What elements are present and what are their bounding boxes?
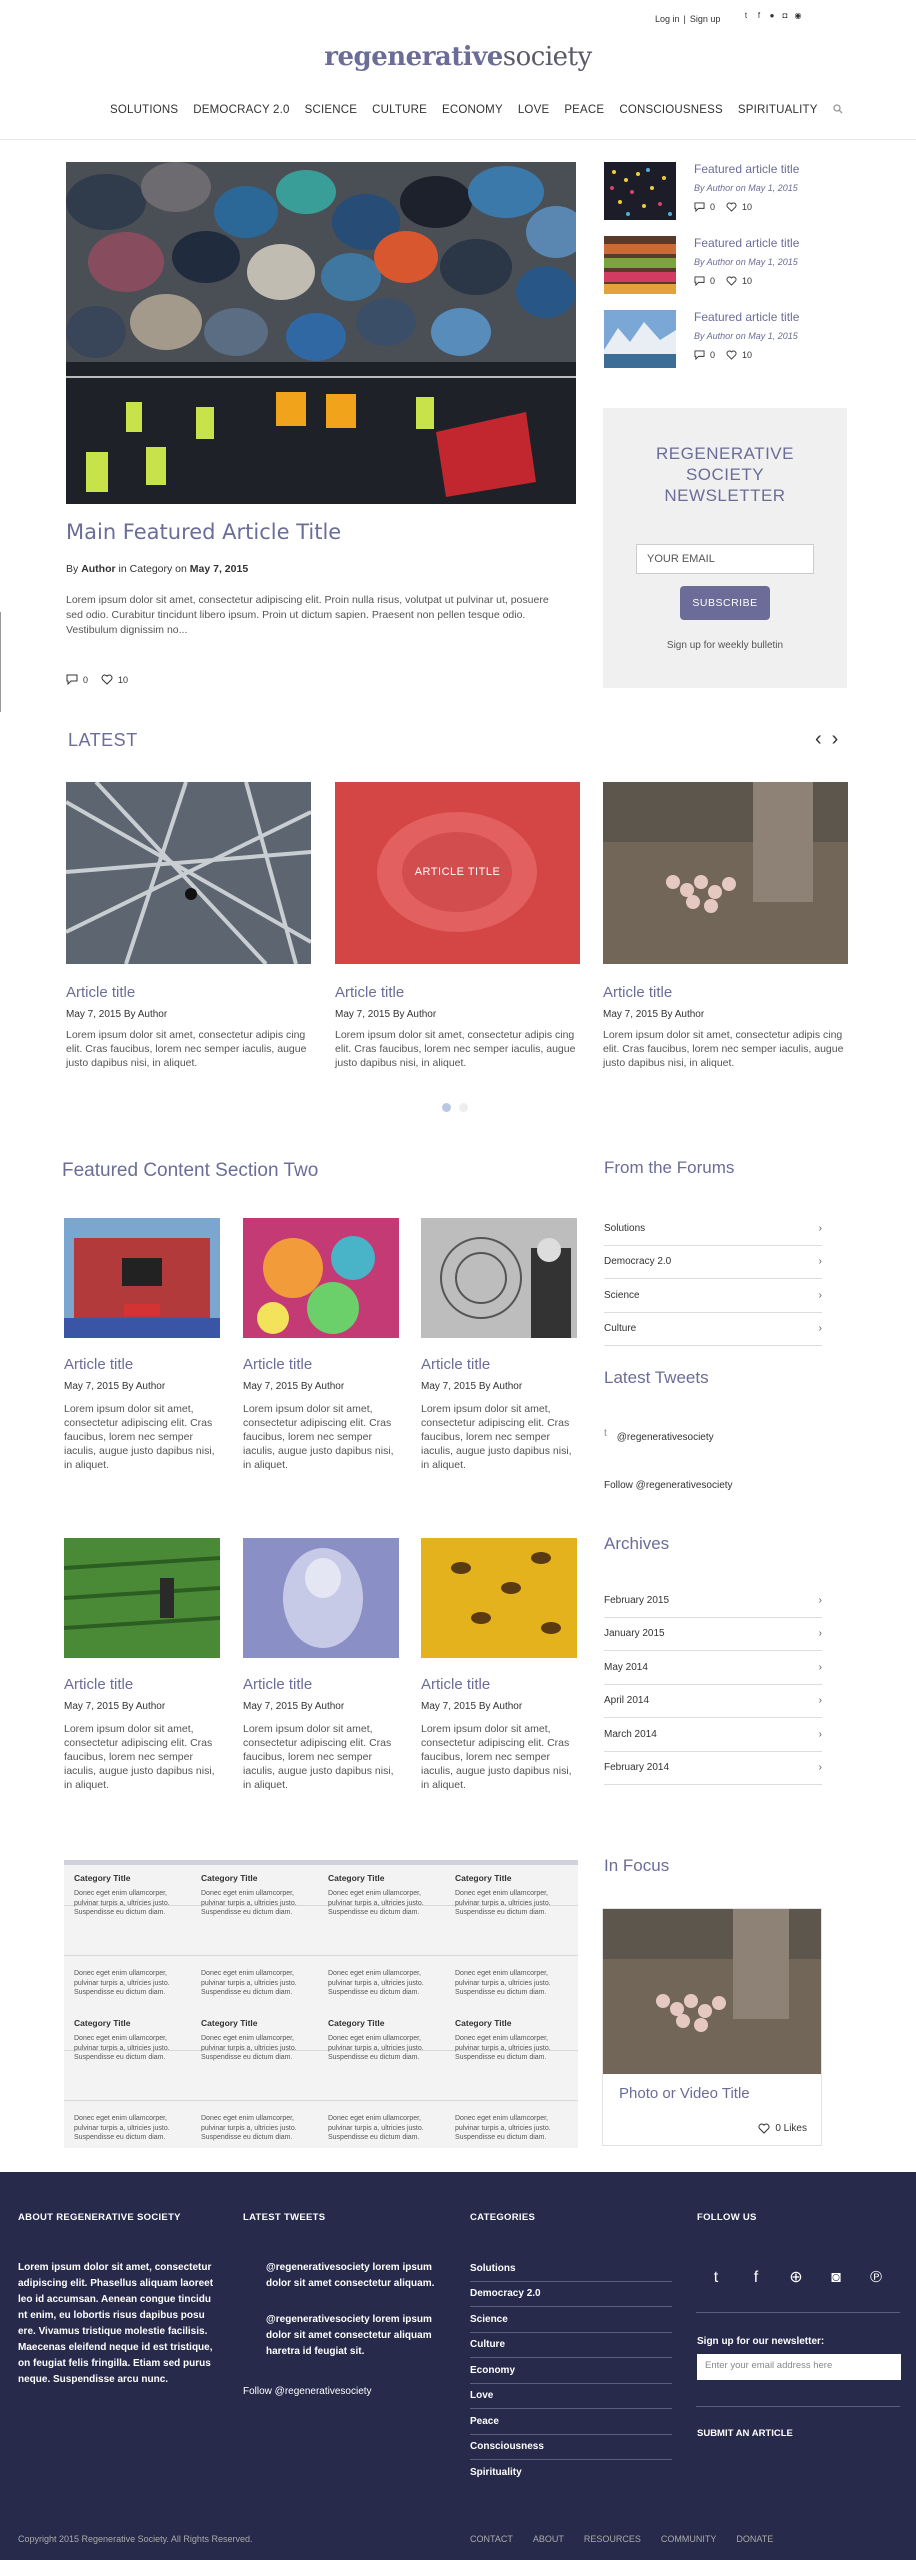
nav-science[interactable]: SCIENCE bbox=[304, 104, 358, 116]
category-cell[interactable] bbox=[201, 1963, 319, 1998]
archive-item[interactable] bbox=[604, 1618, 822, 1652]
card-excerpt: Lorem ipsum dolor sit amet, consectetur adipiscing elit. Cras faucibus, lorem nec semper iaculis, augue justo dapibus nisi, in aliquet. bbox=[421, 1403, 572, 1471]
instagram-icon[interactable]: ◘ bbox=[782, 11, 788, 20]
latest-card-excerpt: Lorem ipsum dolor sit amet, consectetur adipis cing elit. Cras faucibus, lorem nec semper iaculis, augue justo dapibus nisi, in aliquet. bbox=[603, 1029, 844, 1069]
search-icon[interactable] bbox=[833, 104, 843, 117]
archive-item[interactable] bbox=[604, 1685, 822, 1719]
card-title[interactable]: Article title bbox=[421, 1356, 491, 1373]
left-edge-marker bbox=[0, 612, 3, 712]
category-cell[interactable] bbox=[455, 2018, 573, 2063]
twitter-icon[interactable]: t bbox=[604, 1428, 607, 1439]
tweet-handle[interactable]: @regenerativesociety bbox=[616, 1432, 714, 1443]
category-cell-title[interactable]: Category Title bbox=[455, 2018, 512, 2028]
subscribe-button[interactable]: SUBSCRIBE bbox=[680, 586, 770, 620]
card-excerpt: Lorem ipsum dolor sit amet, consectetur adipiscing elit. Cras faucibus, lorem nec semper iaculis, augue justo dapibus nisi, in aliquet. bbox=[64, 1403, 215, 1471]
latest-card-image[interactable] bbox=[603, 782, 848, 964]
footer-tweet[interactable]: @regenerativesociety lorem ipsum dolor sit amet consectetur aliquam haretra id feugiat sit. bbox=[266, 2314, 432, 2357]
side-feature-1[interactable] bbox=[604, 162, 844, 224]
follow-link[interactable]: Follow @regenerativesociety bbox=[604, 1480, 733, 1491]
in-focus-card[interactable] bbox=[602, 1908, 822, 2146]
chevron-right-icon: › bbox=[818, 1695, 822, 1707]
category-cell-text: Donec eget enim ullamcorper, pulvinar turpis a, ultricies justo. Suspendisse eu dictum diam. bbox=[328, 1890, 424, 1916]
card-meta: May 7, 2015 By Author bbox=[243, 1381, 345, 1392]
footer-categories bbox=[470, 2256, 672, 2486]
latest-card-image[interactable] bbox=[335, 782, 580, 964]
twitter-icon[interactable]: t bbox=[713, 2269, 719, 2286]
footer-category[interactable]: Science bbox=[470, 2307, 672, 2333]
in-focus-title[interactable]: Photo or Video Title bbox=[619, 2085, 750, 2102]
chevron-right-icon: › bbox=[818, 1289, 822, 1301]
site-header bbox=[0, 0, 916, 140]
latest-card-title[interactable]: Article title bbox=[66, 984, 136, 1001]
card-title[interactable]: Article title bbox=[243, 1356, 313, 1373]
forum-item-label: Solutions bbox=[604, 1222, 646, 1234]
nav-economy[interactable]: ECONOMY bbox=[442, 104, 503, 116]
in-focus-like-count: 0 Likes bbox=[775, 2123, 807, 2134]
main-feature-meta bbox=[66, 674, 128, 685]
footer-link-contact[interactable]: CONTACT bbox=[470, 2534, 513, 2544]
forums-heading: From the Forums bbox=[604, 1158, 735, 1177]
latest-card-meta: May 7, 2015 By Author bbox=[335, 1009, 437, 1020]
copyright: Copyright 2015 Regenerative Society. All Rights Reserved. bbox=[18, 2534, 253, 2544]
card-excerpt: Lorem ipsum dolor sit amet, consectetur adipiscing elit. Cras faucibus, lorem nec semper iaculis, augue justo dapibus nisi, in aliquet. bbox=[243, 1403, 394, 1471]
side-feature-meta bbox=[694, 276, 752, 286]
facebook-icon[interactable]: f bbox=[757, 11, 761, 20]
main-feature-byline bbox=[66, 563, 248, 575]
footer-category[interactable]: Peace bbox=[470, 2409, 672, 2435]
latest-card-title[interactable]: Article title bbox=[335, 984, 405, 1001]
archive-item[interactable] bbox=[604, 1718, 822, 1752]
footer-email-input[interactable]: Enter your email address here bbox=[697, 2354, 901, 2380]
logo-part-b: society bbox=[502, 42, 592, 72]
category-cell-text: Donec eget enim ullamcorper, pulvinar turpis a, ultricies justo. Suspendisse eu dictum diam. bbox=[74, 1890, 170, 1916]
card-image[interactable] bbox=[243, 1218, 399, 1338]
side-feature-thumb[interactable] bbox=[604, 236, 676, 294]
footer-social bbox=[706, 2268, 886, 2288]
site-footer bbox=[0, 2172, 916, 2560]
category-cell-title[interactable]: Category Title bbox=[328, 2018, 385, 2028]
googleplus-icon[interactable]: ● bbox=[769, 11, 775, 20]
chevron-right-icon: › bbox=[818, 1762, 822, 1774]
latest-card-2[interactable] bbox=[335, 782, 580, 1070]
like-count: 10 bbox=[742, 202, 753, 212]
category-link[interactable]: Category bbox=[129, 563, 173, 575]
heart-icon[interactable] bbox=[726, 350, 737, 360]
newsletter-heading-line: NEWSLETTER bbox=[664, 486, 786, 505]
forum-item[interactable] bbox=[604, 1279, 822, 1313]
googleplus-icon[interactable]: ⊕ bbox=[789, 2269, 803, 2286]
latest-card-title[interactable]: Article title bbox=[603, 984, 673, 1001]
newsletter-heading bbox=[603, 443, 847, 506]
in-focus-heading: In Focus bbox=[604, 1856, 670, 1875]
pinterest-icon[interactable]: ℗ bbox=[870, 2269, 882, 2286]
category-cell[interactable] bbox=[74, 2018, 192, 2063]
category-cell[interactable] bbox=[201, 1873, 319, 1918]
comment-icon[interactable] bbox=[694, 350, 705, 360]
latest-heading: LATEST bbox=[68, 730, 138, 750]
forum-item-label: Culture bbox=[604, 1323, 637, 1335]
card-meta: May 7, 2015 By Author bbox=[421, 1701, 523, 1712]
footer-category[interactable]: Culture bbox=[470, 2333, 672, 2359]
heart-icon[interactable] bbox=[101, 674, 113, 685]
footer-category[interactable]: Solutions bbox=[470, 2256, 672, 2282]
tweet-item bbox=[604, 1428, 714, 1443]
forum-item[interactable] bbox=[604, 1212, 822, 1246]
category-cell-title[interactable]: Category Title bbox=[201, 2018, 258, 2028]
category-cell-text: Donec eget enim ullamcorper, pulvinar turpis a, ultricies justo. Suspendisse eu dictum diam. bbox=[455, 2115, 551, 2141]
chevron-right-icon: › bbox=[818, 1323, 822, 1335]
category-cell-title[interactable]: Category Title bbox=[328, 1873, 385, 1883]
latest-card-meta: May 7, 2015 By Author bbox=[603, 1009, 705, 1020]
category-cell-text: Donec eget enim ullamcorper, pulvinar turpis a, ultricies justo. Suspendisse eu dictum diam. bbox=[201, 2035, 297, 2061]
category-cell[interactable] bbox=[74, 1873, 192, 1918]
archive-item-label: April 2014 bbox=[604, 1695, 650, 1707]
side-feature-byline: By Author on May 1, 2015 bbox=[694, 183, 798, 193]
forum-item-label: Science bbox=[604, 1289, 640, 1301]
archive-item[interactable] bbox=[604, 1584, 822, 1618]
nav-democracy[interactable]: DEMOCRACY 2.0 bbox=[193, 104, 290, 116]
latest-card-image[interactable] bbox=[66, 782, 311, 964]
like-count: 10 bbox=[742, 350, 753, 360]
side-feature-title[interactable]: Featured article title bbox=[694, 162, 800, 176]
comment-icon[interactable] bbox=[694, 276, 705, 286]
side-feature-thumb[interactable] bbox=[604, 162, 676, 220]
card-image[interactable] bbox=[243, 1538, 399, 1658]
newsletter-note: Sign up for weekly bulletin bbox=[666, 640, 784, 651]
archive-item[interactable] bbox=[604, 1651, 822, 1685]
chevron-right-icon[interactable]: › bbox=[831, 728, 839, 750]
card-title[interactable]: Article title bbox=[421, 1676, 491, 1693]
grid-divider bbox=[64, 1955, 578, 1956]
side-feature-2[interactable] bbox=[604, 236, 844, 298]
comment-count: 0 bbox=[710, 350, 716, 360]
nav-love[interactable]: LOVE bbox=[517, 104, 550, 116]
category-cell-text: Donec eget enim ullamcorper, pulvinar turpis a, ultricies justo. Suspendisse eu dictum diam. bbox=[328, 2035, 424, 2061]
grid-divider bbox=[64, 2100, 578, 2101]
comment-count: 0 bbox=[710, 276, 716, 286]
category-cell[interactable] bbox=[328, 2018, 446, 2063]
side-feature-thumb[interactable] bbox=[604, 310, 676, 368]
category-cell-text: Donec eget enim ullamcorper, pulvinar turpis a, ultricies justo. Suspendisse eu dictum diam. bbox=[201, 2115, 297, 2141]
category-cell[interactable] bbox=[455, 2108, 573, 2143]
carousel-arrows bbox=[815, 728, 838, 751]
card-excerpt: Lorem ipsum dolor sit amet, consectetur adipiscing elit. Cras faucibus, lorem nec semper iaculis, augue justo dapibus nisi, in aliquet. bbox=[421, 1723, 572, 1791]
site-logo[interactable] bbox=[0, 42, 916, 72]
latest-card-meta: May 7, 2015 By Author bbox=[66, 1009, 168, 1020]
tweets-heading: Latest Tweets bbox=[604, 1368, 709, 1387]
category-cell-text: Donec eget enim ullamcorper, pulvinar turpis a, ultricies justo. Suspendisse eu dictum diam. bbox=[455, 1970, 551, 1996]
date-label: May 7, 2015 bbox=[189, 563, 249, 575]
category-cell-title[interactable]: Category Title bbox=[455, 1873, 512, 1883]
like-count: 10 bbox=[118, 674, 129, 685]
card-meta: May 7, 2015 By Author bbox=[64, 1381, 166, 1392]
category-cell[interactable] bbox=[328, 1873, 446, 1918]
section-two-card[interactable] bbox=[421, 1218, 577, 1472]
archive-item-label: February 2014 bbox=[604, 1762, 670, 1774]
card-meta: May 7, 2015 By Author bbox=[243, 1701, 345, 1712]
footer-link-about[interactable]: ABOUT bbox=[532, 2534, 564, 2544]
twitter-icon[interactable]: t bbox=[744, 11, 748, 20]
card-image[interactable] bbox=[64, 1218, 220, 1338]
carousel-dots bbox=[442, 1103, 468, 1112]
archive-item-label: May 2014 bbox=[604, 1661, 648, 1673]
by-label: By bbox=[66, 563, 79, 575]
footer-category[interactable]: Democracy 2.0 bbox=[470, 2282, 672, 2308]
archive-item-label: March 2014 bbox=[604, 1728, 657, 1740]
footer-category[interactable]: Economy bbox=[470, 2358, 672, 2384]
card-image[interactable] bbox=[421, 1538, 577, 1658]
newsletter-heading-line: REGENERATIVE bbox=[656, 444, 794, 463]
side-feature-title[interactable]: Featured article title bbox=[694, 236, 800, 250]
category-cell[interactable] bbox=[201, 2108, 319, 2143]
nav-consciousness[interactable]: CONSCIOUSNESS bbox=[619, 104, 723, 116]
carousel-dot[interactable] bbox=[459, 1103, 468, 1112]
main-nav bbox=[110, 104, 843, 117]
account-links bbox=[655, 14, 720, 24]
heart-icon bbox=[758, 2123, 770, 2134]
comment-count: 0 bbox=[83, 674, 89, 685]
signup-link[interactable]: Sign up bbox=[689, 14, 721, 24]
card-excerpt: Lorem ipsum dolor sit amet, consectetur adipiscing elit. Cras faucibus, lorem nec semper iaculis, augue justo dapibus nisi, in aliquet. bbox=[64, 1723, 215, 1791]
category-cell-text: Donec eget enim ullamcorper, pulvinar turpis a, ultricies justo. Suspendisse eu dictum diam. bbox=[455, 2035, 551, 2061]
side-feature-3[interactable] bbox=[604, 310, 844, 372]
side-feature-meta bbox=[694, 350, 752, 360]
main-feature-image[interactable] bbox=[66, 162, 576, 504]
footer-category[interactable]: Consciousness bbox=[470, 2435, 672, 2461]
on-label: on bbox=[175, 563, 187, 575]
instagram-icon[interactable]: ◙ bbox=[831, 2269, 841, 2286]
newsletter-box bbox=[603, 408, 847, 688]
section-two-card[interactable] bbox=[64, 1538, 220, 1792]
nav-peace[interactable]: PEACE bbox=[564, 104, 605, 116]
comment-icon[interactable] bbox=[694, 202, 705, 212]
footer-link-resources[interactable]: RESOURCES bbox=[583, 2534, 641, 2544]
category-cell[interactable] bbox=[74, 2108, 192, 2143]
in-label: in bbox=[118, 563, 127, 575]
card-meta: May 7, 2015 By Author bbox=[421, 1381, 523, 1392]
footer-links bbox=[470, 2534, 773, 2544]
author-link[interactable]: Author bbox=[81, 563, 116, 575]
chevron-right-icon: › bbox=[818, 1222, 822, 1234]
in-focus-image[interactable] bbox=[603, 1909, 821, 2074]
footer-category[interactable]: Spirituality bbox=[470, 2467, 522, 2479]
in-focus-likes[interactable] bbox=[758, 2123, 807, 2134]
nav-solutions[interactable]: SOLUTIONS bbox=[110, 104, 179, 116]
card-title[interactable]: Article title bbox=[64, 1356, 134, 1373]
newsletter-email-input[interactable]: YOUR EMAIL bbox=[636, 544, 814, 574]
separator: | bbox=[683, 14, 686, 24]
section-two-card[interactable] bbox=[64, 1218, 220, 1472]
nav-spirituality[interactable]: SPIRITUALITY bbox=[737, 104, 818, 116]
category-cell-title[interactable]: Category Title bbox=[201, 1873, 258, 1883]
pinterest-icon[interactable]: ◉ bbox=[794, 11, 802, 20]
category-cell-text: Donec eget enim ullamcorper, pulvinar turpis a, ultricies justo. Suspendisse eu dictum diam. bbox=[201, 1890, 297, 1916]
forum-item[interactable] bbox=[604, 1313, 822, 1347]
archive-item[interactable] bbox=[604, 1752, 822, 1786]
category-cell-text: Donec eget enim ullamcorper, pulvinar turpis a, ultricies justo. Suspendisse eu dictum diam. bbox=[455, 1890, 551, 1916]
footer-tweets-heading: LATEST TWEETS bbox=[243, 2212, 326, 2223]
category-cell-text: Donec eget enim ullamcorper, pulvinar turpis a, ultricies justo. Suspendisse eu dictum diam. bbox=[74, 2035, 170, 2061]
chevron-right-icon: › bbox=[818, 1256, 822, 1268]
main-feature-excerpt: Lorem ipsum dolor sit amet, consectetur adipiscing elit. Proin nulla risus, volutpat ut pulvinar ut, posuere sed odio. Curabitur tincidunt libero ipsum. Proin ut dictum sapien. Praesent non pellen tesque odio. Vestibulum dignissim no... bbox=[66, 594, 549, 636]
section-two-card[interactable] bbox=[421, 1538, 577, 1792]
chevron-right-icon: › bbox=[818, 1661, 822, 1673]
category-cell[interactable] bbox=[328, 2108, 446, 2143]
logo-part-a: regenerative bbox=[324, 42, 503, 72]
archives-heading: Archives bbox=[604, 1534, 670, 1553]
archive-item-label: January 2015 bbox=[604, 1628, 665, 1640]
category-cell-title[interactable]: Category Title bbox=[74, 1873, 131, 1883]
card-image[interactable] bbox=[64, 1538, 220, 1658]
category-grid bbox=[64, 1860, 578, 2148]
chevron-right-icon: › bbox=[818, 1728, 822, 1740]
facebook-icon[interactable]: f bbox=[753, 2269, 759, 2286]
section-two-heading: Featured Content Section Two bbox=[62, 1160, 319, 1181]
footer-link-donate[interactable]: DONATE bbox=[736, 2534, 774, 2544]
comment-icon[interactable] bbox=[66, 674, 78, 685]
category-cell-text: Donec eget enim ullamcorper, pulvinar turpis a, ultricies justo. Suspendisse eu dictum diam. bbox=[328, 1970, 424, 1996]
section-two-card[interactable] bbox=[243, 1218, 399, 1472]
footer-link-community[interactable]: COMMUNITY bbox=[660, 2534, 717, 2544]
main-feature-title[interactable]: Main Featured Article Title bbox=[66, 520, 342, 544]
category-cell-text: Donec eget enim ullamcorper, pulvinar turpis a, ultricies justo. Suspendisse eu dictum diam. bbox=[74, 2115, 170, 2141]
forum-item[interactable] bbox=[604, 1246, 822, 1280]
forums-list bbox=[604, 1212, 822, 1346]
footer-tweet[interactable]: @regenerativesociety lorem ipsum dolor sit amet consectetur aliquam. bbox=[266, 2262, 435, 2289]
category-cell-text: Donec eget enim ullamcorper, pulvinar turpis a, ultricies justo. Suspendisse eu dictum diam. bbox=[201, 1970, 297, 1996]
chevron-right-icon: › bbox=[818, 1628, 822, 1640]
footer-divider bbox=[696, 2312, 900, 2313]
archives-list bbox=[604, 1584, 822, 1785]
footer-follow-link[interactable]: Follow @regenerativesociety bbox=[243, 2386, 372, 2397]
login-link[interactable]: Log in bbox=[655, 14, 680, 24]
category-cell[interactable] bbox=[201, 2018, 319, 2063]
side-feature-title[interactable]: Featured article title bbox=[694, 310, 800, 324]
nav-culture[interactable]: CULTURE bbox=[372, 104, 427, 116]
footer-newsletter-label: Sign up for our newsletter: bbox=[697, 2336, 825, 2347]
card-meta: May 7, 2015 By Author bbox=[64, 1701, 166, 1712]
comment-count: 0 bbox=[710, 202, 716, 212]
like-count: 10 bbox=[742, 276, 753, 286]
latest-card-excerpt: Lorem ipsum dolor sit amet, consectetur adipis cing elit. Cras faucibus, lorem nec semper iaculis, augue justo dapibus nisi, in aliquet. bbox=[335, 1029, 576, 1069]
heart-icon[interactable] bbox=[726, 276, 737, 286]
category-cell-title[interactable]: Category Title bbox=[74, 2018, 131, 2028]
latest-card-excerpt: Lorem ipsum dolor sit amet, consectetur adipis cing elit. Cras faucibus, lorem nec semper iaculis, augue justo dapibus nisi, in aliquet. bbox=[66, 1029, 307, 1069]
latest-card-overlay: ARTICLE TITLE bbox=[414, 866, 501, 878]
card-excerpt: Lorem ipsum dolor sit amet, consectetur adipiscing elit. Cras faucibus, lorem nec semper iaculis, augue justo dapibus nisi, in aliquet. bbox=[243, 1723, 394, 1791]
side-feature-byline: By Author on May 1, 2015 bbox=[694, 331, 798, 341]
category-cell[interactable] bbox=[328, 1963, 446, 1998]
latest-card-3[interactable] bbox=[603, 782, 848, 1070]
side-feature-meta bbox=[694, 202, 752, 212]
category-cell[interactable] bbox=[455, 1963, 573, 1998]
category-cell[interactable] bbox=[74, 1963, 192, 1998]
chevron-right-icon: › bbox=[818, 1594, 822, 1606]
footer-divider bbox=[696, 2406, 900, 2407]
newsletter-heading-line: SOCIETY bbox=[685, 465, 765, 484]
footer-category[interactable]: Love bbox=[470, 2384, 672, 2410]
card-title[interactable]: Article title bbox=[243, 1676, 313, 1693]
chevron-left-icon[interactable]: ‹ bbox=[815, 728, 822, 750]
category-cell-text: Donec eget enim ullamcorper, pulvinar turpis a, ultricies justo. Suspendisse eu dictum diam. bbox=[74, 1970, 170, 1996]
forum-item-label: Democracy 2.0 bbox=[604, 1256, 672, 1268]
heart-icon[interactable] bbox=[726, 202, 737, 212]
archive-item-label: February 2015 bbox=[604, 1594, 670, 1606]
carousel-dot[interactable] bbox=[442, 1103, 451, 1112]
latest-card-1[interactable] bbox=[66, 782, 311, 1070]
section-two-card[interactable] bbox=[243, 1538, 399, 1792]
footer-about-heading: ABOUT REGENERATIVE SOCIETY bbox=[18, 2212, 181, 2223]
category-cell-text: Donec eget enim ullamcorper, pulvinar turpis a, ultricies justo. Suspendisse eu dictum diam. bbox=[328, 2115, 424, 2141]
footer-categories-heading: CATEGORIES bbox=[470, 2212, 536, 2223]
card-image[interactable] bbox=[421, 1218, 577, 1338]
card-title[interactable]: Article title bbox=[64, 1676, 134, 1693]
category-cell[interactable] bbox=[455, 1873, 573, 1918]
footer-follow-heading: FOLLOW US bbox=[697, 2212, 757, 2223]
submit-article-link[interactable]: SUBMIT AN ARTICLE bbox=[697, 2428, 793, 2439]
header-social bbox=[742, 12, 802, 20]
side-feature-byline: By Author on May 1, 2015 bbox=[694, 257, 798, 267]
footer-about-text: Lorem ipsum dolor sit amet, consectetur adipiscing elit. Phasellus aliquam laoreet leo id accumsan. Aenean congue tincidu nt enim, eu lobortis risus dapibus posu ere. Vivamus tristique molestie facilisis. Maecenas eleifend neque id est tristique, on feugiat felis fringilla. Etiam sed purus neque. Suspendisse arcu nunc. bbox=[18, 2262, 214, 2385]
